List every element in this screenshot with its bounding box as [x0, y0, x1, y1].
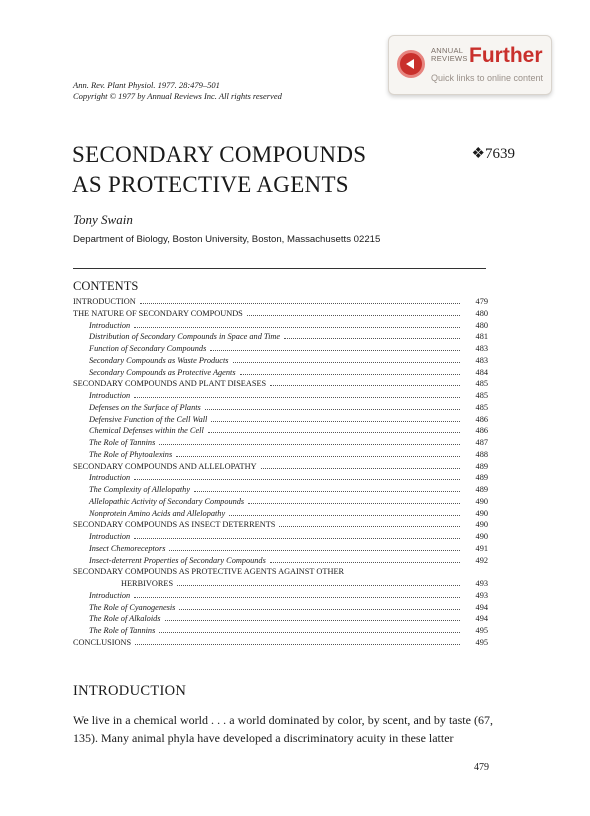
toc-entry-page: 487 — [475, 438, 488, 447]
toc-entry[interactable] — [73, 602, 488, 614]
toc-entry-page: 494 — [475, 614, 488, 624]
title-line-1: SECONDARY COMPOUNDS — [72, 142, 367, 167]
toc-entry[interactable] — [73, 449, 488, 461]
article-code: ❖7639 — [471, 146, 515, 162]
toc-entry-label: Introduction — [89, 473, 131, 483]
toc-entry-label: Function of Secondary Compounds — [89, 344, 207, 353]
toc-entry-page: 481 — [475, 332, 488, 342]
toc-entry-label: Distribution of Secondary Compounds in Space and Time — [89, 332, 281, 342]
author-name: Tony Swain — [73, 212, 133, 227]
toc-entry-page: 490 — [475, 496, 488, 506]
toc-entry-label: SECONDARY COMPOUNDS AND ALLELOPATHY — [73, 461, 257, 471]
table-of-contents — [73, 296, 488, 649]
toc-entry-label: The Role of Phytoalexins — [89, 449, 173, 459]
toc-entry-label: The Role of Tannins — [89, 438, 156, 447]
toc-leader-dots — [210, 350, 460, 351]
toc-entry-label: Introduction — [89, 532, 131, 541]
toc-leader-dots — [140, 303, 460, 304]
toc-entry-page: 479 — [475, 297, 488, 306]
toc-entry[interactable] — [73, 543, 488, 555]
article-title — [72, 140, 366, 200]
toc-entry-page: 485 — [475, 379, 488, 389]
toc-entry[interactable] — [73, 331, 488, 343]
badge-further-text: Further — [469, 44, 543, 67]
badge-quick-links-text: Quick links to online content — [431, 73, 544, 83]
introduction-heading: INTRODUCTION — [73, 683, 187, 699]
toc-entry-page: 492 — [475, 555, 488, 565]
introduction-paragraph: We live in a chemical world . . . a world dominated by color, by scent, and by taste (67, 135). Many animal phyla have developed a discriminatory acuity in these latter — [73, 713, 493, 745]
toc-leader-dots — [159, 444, 460, 445]
toc-entry-label: Nonprotein Amino Acids and Allelopathy — [89, 508, 226, 518]
contents-heading: CONTENTS — [73, 279, 139, 293]
toc-entry-page: 493 — [475, 579, 488, 588]
badge-annual-text: ANNUAL — [431, 46, 464, 55]
toc-entry[interactable] — [73, 425, 488, 437]
toc-leader-dots — [284, 338, 460, 339]
toc-entry[interactable] — [73, 343, 488, 355]
toc-entry[interactable] — [73, 390, 488, 402]
toc-entry-label: Introduction — [89, 320, 131, 330]
toc-entry[interactable] — [73, 613, 488, 625]
toc-leader-dots — [177, 585, 460, 586]
toc-entry-page: 483 — [475, 355, 488, 365]
toc-entry-page: 495 — [475, 626, 488, 635]
toc-leader-dots — [211, 421, 460, 422]
toc-entry-label: The Complexity of Allelopathy — [89, 485, 191, 494]
toc-entry-page: 486 — [475, 414, 488, 424]
toc-leader-dots — [159, 632, 460, 633]
toc-leader-dots — [270, 385, 460, 386]
toc-entry-page: 490 — [475, 508, 488, 518]
toc-leader-dots — [179, 609, 460, 610]
toc-leader-dots — [270, 562, 460, 563]
toc-entry-label: Insect-deterrent Properties of Secondary Compounds — [89, 555, 266, 565]
toc-entry[interactable] — [73, 355, 488, 367]
toc-leader-dots — [176, 456, 460, 457]
toc-leader-dots — [279, 526, 460, 527]
toc-leader-dots — [248, 503, 460, 504]
toc-entry-page: 493 — [475, 590, 488, 600]
toc-entry-page: 494 — [475, 602, 488, 612]
toc-entry-label: SECONDARY COMPOUNDS AS PROTECTIVE AGENTS AGAINST OTHER — [73, 567, 345, 577]
toc-entry[interactable] — [73, 472, 488, 484]
toc-leader-dots — [134, 538, 460, 539]
toc-entry[interactable] — [73, 484, 488, 496]
toc-entry[interactable] — [73, 320, 488, 332]
toc-entry[interactable] — [73, 578, 488, 590]
toc-leader-dots — [169, 550, 460, 551]
journal-citation-line: Ann. Rev. Plant Physiol. 1977. 28:479–501 — [73, 80, 220, 90]
toc-entry-label: Defensive Function of the Cell Wall — [89, 414, 208, 424]
toc-entry-label: The Role of Tannins — [89, 626, 156, 635]
toc-entry-label: Introduction — [89, 590, 131, 600]
toc-leader-dots — [229, 515, 460, 516]
toc-leader-dots — [135, 644, 460, 645]
title-line-2: AS PROTECTIVE AGENTS — [72, 172, 349, 197]
toc-entry-page: 485 — [475, 391, 488, 400]
toc-entry[interactable] — [73, 461, 488, 473]
toc-entry[interactable] — [73, 296, 488, 308]
toc-entry-label: SECONDARY COMPOUNDS AS INSECT DETERRENTS — [73, 520, 276, 530]
toc-entry[interactable] — [73, 367, 488, 379]
toc-leader-dots — [134, 597, 460, 598]
toc-entry-page: 495 — [475, 637, 488, 647]
toc-leader-dots — [240, 374, 460, 375]
toc-leader-dots — [134, 327, 460, 328]
annual-reviews-logo-icon — [397, 50, 425, 78]
toc-entry-page: 490 — [475, 520, 488, 530]
badge-publisher-label — [431, 47, 468, 63]
toc-entry[interactable] — [73, 590, 488, 602]
toc-leader-dots — [134, 479, 460, 480]
toc-entry-label: Allelopathic Activity of Secondary Compounds — [89, 496, 245, 506]
toc-entry[interactable] — [73, 378, 488, 390]
toc-entry-label: Secondary Compounds as Waste Products — [89, 355, 229, 365]
toc-entry-page: 491 — [475, 543, 488, 553]
toc-leader-dots — [247, 315, 460, 316]
journal-citation — [73, 80, 282, 102]
toc-entry-label: INTRODUCTION — [73, 297, 136, 306]
toc-entry[interactable] — [73, 566, 488, 578]
toc-entry-label: CONCLUSIONS — [73, 637, 132, 647]
page-number: 479 — [474, 762, 489, 773]
toc-entry-label: SECONDARY COMPOUNDS AND PLANT DISEASES — [73, 379, 267, 389]
toc-entry-label: Introduction — [89, 391, 131, 400]
toc-leader-dots — [233, 362, 460, 363]
toc-entry-label: HERBIVORES — [121, 579, 174, 588]
toc-leader-dots — [194, 491, 460, 492]
toc-entry[interactable] — [73, 555, 488, 567]
toc-entry[interactable] — [73, 496, 488, 508]
toc-entry-label: Secondary Compounds as Protective Agents — [89, 367, 236, 377]
toc-entry-page: 486 — [475, 426, 488, 436]
toc-leader-dots — [134, 397, 460, 398]
toc-entry-label: The Role of Cyanogenesis — [89, 602, 176, 612]
toc-leader-dots — [208, 432, 460, 433]
toc-entry-page: 489 — [475, 473, 488, 483]
toc-entry[interactable] — [73, 508, 488, 520]
toc-entry-page: 490 — [475, 532, 488, 541]
toc-entry-page: 489 — [475, 461, 488, 471]
toc-entry-page: 484 — [475, 367, 488, 377]
toc-entry-label: THE NATURE OF SECONDARY COMPOUNDS — [73, 308, 243, 318]
toc-entry-page: 483 — [475, 344, 488, 353]
toc-entry[interactable] — [73, 308, 488, 320]
copyright-line: Copyright © 1977 by Annual Reviews Inc. All rights reserved — [73, 91, 282, 101]
toc-entry-label: Defenses on the Surface of Plants — [89, 402, 201, 412]
toc-entry-page: 485 — [475, 402, 488, 412]
author-affiliation: Department of Biology, Boston University, Boston, Massachusetts 02215 — [73, 234, 381, 245]
further-badge[interactable] — [388, 35, 552, 95]
toc-leader-dots — [261, 468, 460, 469]
toc-leader-dots — [205, 409, 460, 410]
toc-entry-page: 480 — [475, 308, 488, 318]
toc-entry[interactable] — [73, 519, 488, 531]
toc-entry[interactable] — [73, 531, 488, 543]
toc-entry-label: The Role of Alkaloids — [89, 614, 161, 624]
toc-entry[interactable] — [73, 437, 488, 449]
toc-entry-page: 489 — [475, 485, 488, 494]
toc-entry[interactable] — [73, 637, 488, 649]
toc-entry-page: 488 — [475, 449, 488, 459]
toc-entry-label: Chemical Defenses within the Cell — [89, 426, 204, 436]
toc-leader-dots — [165, 620, 460, 621]
toc-entry[interactable] — [73, 414, 488, 426]
toc-entry-page: 480 — [475, 320, 488, 330]
toc-entry[interactable] — [73, 402, 488, 414]
badge-reviews-text: REVIEWS — [431, 54, 468, 63]
toc-entry-label: Insect Chemoreceptors — [89, 543, 166, 553]
toc-entry[interactable] — [73, 625, 488, 637]
section-divider — [73, 268, 486, 269]
